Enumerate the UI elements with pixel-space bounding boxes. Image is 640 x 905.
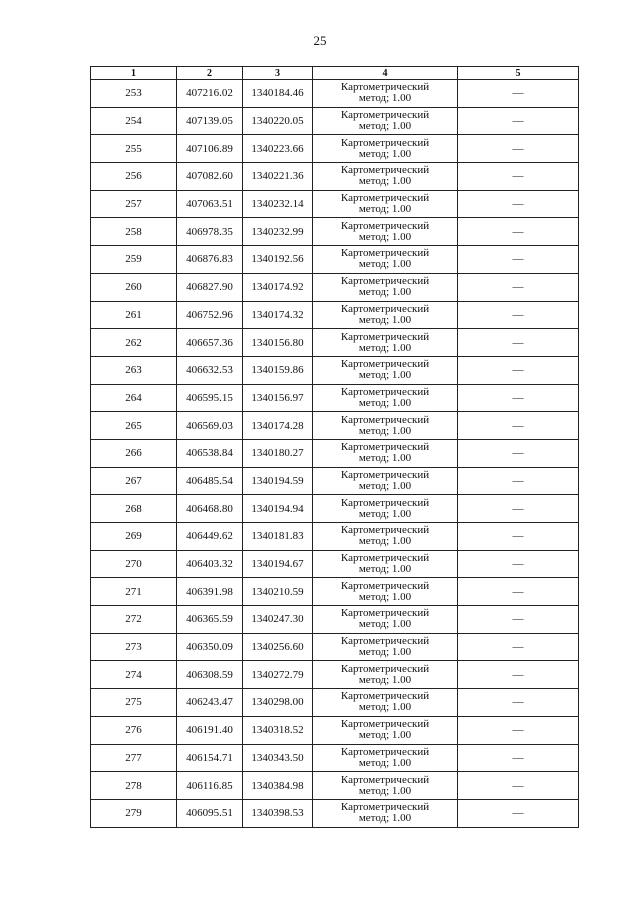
note-cell: — — [458, 190, 579, 218]
note-cell: — — [458, 80, 579, 108]
note-cell: — — [458, 606, 579, 634]
note-cell: — — [458, 301, 579, 329]
method-cell: Картометрический метод; 1.00 — [313, 578, 458, 606]
table-row — [91, 301, 579, 329]
table-row — [91, 606, 579, 634]
table-header-row — [91, 67, 579, 80]
coordinate-x-cell: 406827.90 — [177, 273, 243, 301]
table-row — [91, 246, 579, 274]
point-number-cell: 267 — [91, 467, 177, 495]
point-number-cell: 271 — [91, 578, 177, 606]
note-cell: — — [458, 467, 579, 495]
note-cell: — — [458, 356, 579, 384]
coordinate-x-cell: 406403.32 — [177, 550, 243, 578]
note-cell: — — [458, 246, 579, 274]
table-row — [91, 661, 579, 689]
point-number-cell: 256 — [91, 163, 177, 191]
point-number-cell: 269 — [91, 523, 177, 551]
point-number-cell: 261 — [91, 301, 177, 329]
note-cell: — — [458, 273, 579, 301]
point-number-cell: 268 — [91, 495, 177, 523]
coordinates-table — [90, 66, 579, 828]
table-row — [91, 356, 579, 384]
method-cell: Картометрический метод; 1.00 — [313, 495, 458, 523]
coordinate-y-cell: 1340194.94 — [243, 495, 313, 523]
coordinate-y-cell: 1340298.00 — [243, 689, 313, 717]
point-number-cell: 257 — [91, 190, 177, 218]
coordinate-y-cell: 1340180.27 — [243, 439, 313, 467]
coordinate-x-cell: 406538.84 — [177, 439, 243, 467]
coordinate-y-cell: 1340174.92 — [243, 273, 313, 301]
coordinate-x-cell: 407139.05 — [177, 107, 243, 135]
method-cell: Картометрический метод; 1.00 — [313, 772, 458, 800]
note-cell: — — [458, 439, 579, 467]
method-cell: Картометрический метод; 1.00 — [313, 301, 458, 329]
point-number-cell: 276 — [91, 716, 177, 744]
table-row — [91, 523, 579, 551]
method-cell: Картометрический метод; 1.00 — [313, 218, 458, 246]
table-row — [91, 107, 579, 135]
method-cell: Картометрический метод; 1.00 — [313, 329, 458, 357]
coordinate-y-cell: 1340194.67 — [243, 550, 313, 578]
coordinate-x-cell: 406191.40 — [177, 716, 243, 744]
coordinate-x-cell: 406154.71 — [177, 744, 243, 772]
coordinate-x-cell: 406485.54 — [177, 467, 243, 495]
method-cell: Картометрический метод; 1.00 — [313, 716, 458, 744]
coordinate-x-cell: 406116.85 — [177, 772, 243, 800]
table-row — [91, 273, 579, 301]
coordinate-y-cell: 1340272.79 — [243, 661, 313, 689]
table-row — [91, 467, 579, 495]
point-number-cell: 279 — [91, 799, 177, 827]
coordinate-x-cell: 407082.60 — [177, 163, 243, 191]
table-row — [91, 218, 579, 246]
coordinate-y-cell: 1340343.50 — [243, 744, 313, 772]
coordinate-y-cell: 1340318.52 — [243, 716, 313, 744]
coordinate-y-cell: 1340221.36 — [243, 163, 313, 191]
note-cell: — — [458, 661, 579, 689]
table-row — [91, 329, 579, 357]
method-cell: Картометрический метод; 1.00 — [313, 523, 458, 551]
table-row — [91, 772, 579, 800]
note-cell: — — [458, 578, 579, 606]
coordinate-x-cell: 407106.89 — [177, 135, 243, 163]
point-number-cell: 254 — [91, 107, 177, 135]
point-number-cell: 270 — [91, 550, 177, 578]
column-header-3: 3 — [243, 67, 313, 80]
table-row — [91, 163, 579, 191]
coordinate-y-cell: 1340174.32 — [243, 301, 313, 329]
coordinate-x-cell: 406595.15 — [177, 384, 243, 412]
coordinate-x-cell: 406095.51 — [177, 799, 243, 827]
coordinate-x-cell: 406978.35 — [177, 218, 243, 246]
table-row — [91, 190, 579, 218]
method-cell: Картометрический метод; 1.00 — [313, 107, 458, 135]
coordinate-y-cell: 1340247.30 — [243, 606, 313, 634]
coordinate-x-cell: 406632.53 — [177, 356, 243, 384]
note-cell: — — [458, 744, 579, 772]
table-row — [91, 135, 579, 163]
coordinate-x-cell: 406308.59 — [177, 661, 243, 689]
method-cell: Картометрический метод; 1.00 — [313, 550, 458, 578]
note-cell: — — [458, 772, 579, 800]
note-cell: — — [458, 135, 579, 163]
point-number-cell: 253 — [91, 80, 177, 108]
table-row — [91, 80, 579, 108]
table-row — [91, 689, 579, 717]
coordinate-x-cell: 406350.09 — [177, 633, 243, 661]
table-row — [91, 439, 579, 467]
column-header-4: 4 — [313, 67, 458, 80]
method-cell: Картометрический метод; 1.00 — [313, 80, 458, 108]
point-number-cell: 255 — [91, 135, 177, 163]
coordinate-y-cell: 1340210.59 — [243, 578, 313, 606]
column-header-5: 5 — [458, 67, 579, 80]
method-cell: Картометрический метод; 1.00 — [313, 799, 458, 827]
coordinate-x-cell: 406657.36 — [177, 329, 243, 357]
coordinate-y-cell: 1340232.99 — [243, 218, 313, 246]
point-number-cell: 278 — [91, 772, 177, 800]
method-cell: Картометрический метод; 1.00 — [313, 606, 458, 634]
coordinate-y-cell: 1340220.05 — [243, 107, 313, 135]
coordinate-y-cell: 1340232.14 — [243, 190, 313, 218]
coordinate-x-cell: 406449.62 — [177, 523, 243, 551]
table-row — [91, 384, 579, 412]
coordinate-y-cell: 1340174.28 — [243, 412, 313, 440]
note-cell: — — [458, 689, 579, 717]
point-number-cell: 260 — [91, 273, 177, 301]
method-cell: Картометрический метод; 1.00 — [313, 661, 458, 689]
coordinate-x-cell: 407063.51 — [177, 190, 243, 218]
table-row — [91, 578, 579, 606]
method-cell: Картометрический метод; 1.00 — [313, 467, 458, 495]
note-cell: — — [458, 163, 579, 191]
point-number-cell: 262 — [91, 329, 177, 357]
note-cell: — — [458, 716, 579, 744]
coordinate-x-cell: 406468.80 — [177, 495, 243, 523]
point-number-cell: 264 — [91, 384, 177, 412]
method-cell: Картометрический метод; 1.00 — [313, 356, 458, 384]
coordinate-y-cell: 1340194.59 — [243, 467, 313, 495]
coordinate-y-cell: 1340156.97 — [243, 384, 313, 412]
table-row — [91, 744, 579, 772]
method-cell: Картометрический метод; 1.00 — [313, 439, 458, 467]
note-cell: — — [458, 550, 579, 578]
table-row — [91, 550, 579, 578]
method-cell: Картометрический метод; 1.00 — [313, 246, 458, 274]
note-cell: — — [458, 384, 579, 412]
point-number-cell: 263 — [91, 356, 177, 384]
coordinate-y-cell: 1340256.60 — [243, 633, 313, 661]
point-number-cell: 272 — [91, 606, 177, 634]
note-cell: — — [458, 633, 579, 661]
note-cell: — — [458, 799, 579, 827]
point-number-cell: 274 — [91, 661, 177, 689]
note-cell: — — [458, 412, 579, 440]
method-cell: Картометрический метод; 1.00 — [313, 384, 458, 412]
table-row — [91, 799, 579, 827]
point-number-cell: 275 — [91, 689, 177, 717]
point-number-cell: 259 — [91, 246, 177, 274]
coordinate-x-cell: 406391.98 — [177, 578, 243, 606]
note-cell: — — [458, 218, 579, 246]
page-number: 25 — [313, 33, 327, 48]
column-header-1: 1 — [91, 67, 177, 80]
method-cell: Картометрический метод; 1.00 — [313, 689, 458, 717]
point-number-cell: 258 — [91, 218, 177, 246]
coordinate-y-cell: 1340223.66 — [243, 135, 313, 163]
coordinate-y-cell: 1340156.80 — [243, 329, 313, 357]
coordinate-x-cell: 406569.03 — [177, 412, 243, 440]
coordinate-y-cell: 1340184.46 — [243, 80, 313, 108]
coordinate-y-cell: 1340159.86 — [243, 356, 313, 384]
point-number-cell: 265 — [91, 412, 177, 440]
note-cell: — — [458, 329, 579, 357]
table-row — [91, 412, 579, 440]
method-cell: Картометрический метод; 1.00 — [313, 190, 458, 218]
coordinate-x-cell: 407216.02 — [177, 80, 243, 108]
method-cell: Картометрический метод; 1.00 — [313, 135, 458, 163]
coordinate-y-cell: 1340192.56 — [243, 246, 313, 274]
point-number-cell: 273 — [91, 633, 177, 661]
point-number-cell: 277 — [91, 744, 177, 772]
column-header-2: 2 — [177, 67, 243, 80]
method-cell: Картометрический метод; 1.00 — [313, 633, 458, 661]
note-cell: — — [458, 495, 579, 523]
coordinate-y-cell: 1340384.98 — [243, 772, 313, 800]
coordinate-x-cell: 406243.47 — [177, 689, 243, 717]
method-cell: Картометрический метод; 1.00 — [313, 273, 458, 301]
coordinate-y-cell: 1340181.83 — [243, 523, 313, 551]
coordinate-x-cell: 406365.59 — [177, 606, 243, 634]
method-cell: Картометрический метод; 1.00 — [313, 412, 458, 440]
note-cell: — — [458, 523, 579, 551]
table-row — [91, 633, 579, 661]
coordinate-y-cell: 1340398.53 — [243, 799, 313, 827]
note-cell: — — [458, 107, 579, 135]
table-row — [91, 716, 579, 744]
point-number-cell: 266 — [91, 439, 177, 467]
coordinate-x-cell: 406876.83 — [177, 246, 243, 274]
method-cell: Картометрический метод; 1.00 — [313, 163, 458, 191]
table-row — [91, 495, 579, 523]
method-cell: Картометрический метод; 1.00 — [313, 744, 458, 772]
coordinate-x-cell: 406752.96 — [177, 301, 243, 329]
